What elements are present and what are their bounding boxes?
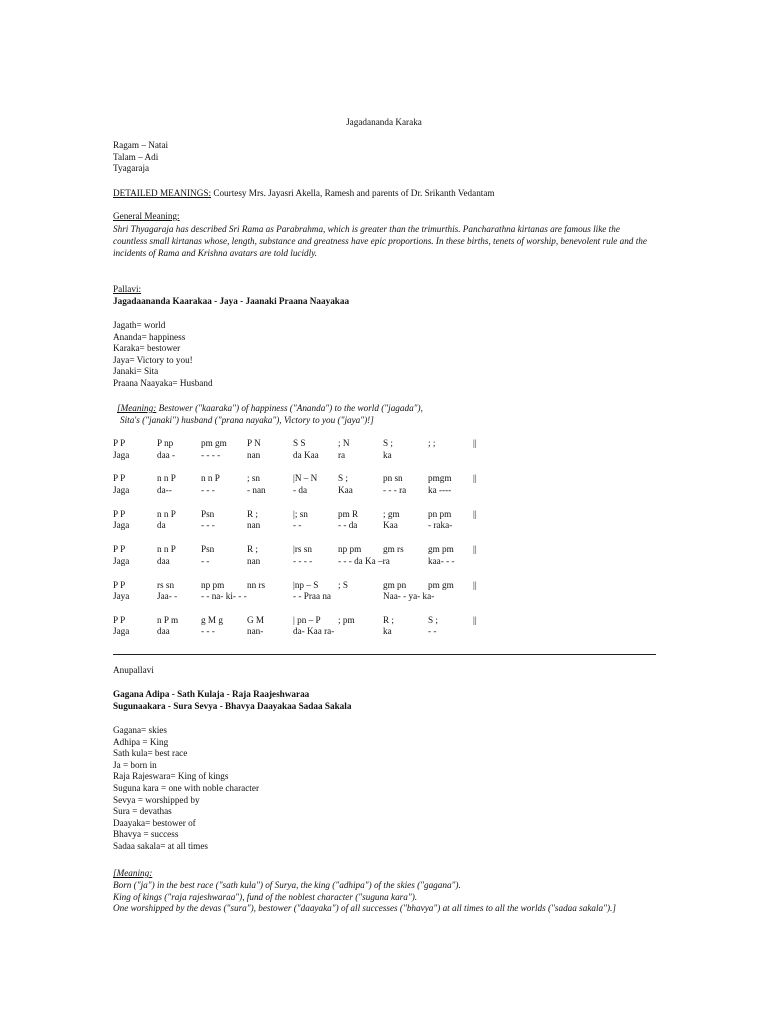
glossary-item: Sura = devathas bbox=[113, 806, 172, 817]
sahitya-cell: - - bbox=[428, 626, 437, 637]
general-meaning-heading bbox=[113, 211, 180, 223]
talam-line: Talam – Adi bbox=[113, 151, 159, 162]
swara-cell: P np bbox=[157, 438, 174, 448]
swara-cell: rs sn bbox=[157, 579, 175, 590]
sahitya-cell: Jaa- - bbox=[157, 591, 178, 602]
sahitya-cell: - - na- ki- - - bbox=[201, 591, 247, 602]
sahitya-cell: da bbox=[157, 520, 166, 531]
swara-cell: gm pm bbox=[428, 544, 454, 555]
meaning-line: Sita's ("janaki") husband ("prana nayaka"), Victory to you ("jaya")!] bbox=[120, 414, 374, 425]
sahitya-cell: ka bbox=[383, 449, 392, 460]
glossary-item: Adhipa = King bbox=[113, 736, 169, 747]
meaning-line: Born ("ja") in the best race ("sath kula") of Surya, the king ("adhipa") of the skies ("gagana"). bbox=[113, 879, 461, 890]
document-title: Jagadananda Karaka bbox=[346, 117, 422, 127]
swara-cell: |np – S bbox=[293, 579, 319, 590]
swara-cell: ; ; bbox=[428, 438, 436, 448]
swara-row bbox=[113, 438, 673, 450]
swara-cell: S ; bbox=[338, 473, 348, 484]
swara-cell: n P m bbox=[157, 614, 179, 625]
sahitya-cell: Kaa bbox=[338, 484, 353, 495]
notation-group bbox=[113, 473, 673, 496]
general-meaning-label: General Meaning: bbox=[113, 211, 180, 221]
swara-cell: n n P bbox=[157, 473, 176, 484]
glossary-item: Ananda= happiness bbox=[113, 331, 186, 342]
swara-cell: Psn bbox=[201, 508, 215, 519]
swara-cell: S ; bbox=[383, 438, 393, 448]
sahitya-cell: - - - - bbox=[293, 555, 313, 566]
sahitya-cell: - - - bbox=[201, 626, 215, 637]
anupallavi-meaning bbox=[113, 868, 656, 915]
notation-group bbox=[113, 544, 673, 567]
detailed-meanings-label: DETAILED MEANINGS: bbox=[113, 188, 212, 198]
glossary-item: Ja = born in bbox=[113, 759, 157, 770]
composer-line: Tyagaraja bbox=[113, 163, 150, 174]
sahitya-cell: ra bbox=[338, 449, 346, 460]
sahitya-cell: - - - bbox=[201, 484, 215, 495]
meaning-label: [Meaning: bbox=[117, 403, 157, 413]
sahitya-row bbox=[113, 556, 673, 568]
detailed-meanings-credit: Courtesy Mrs. Jayasri Akella, Ramesh and parents of Dr. Srikanth Vedantam bbox=[211, 188, 495, 198]
swara-cell: P P bbox=[113, 473, 126, 484]
swara-cell: pmgm bbox=[428, 473, 452, 484]
pallavi-meaning bbox=[117, 403, 423, 426]
sahitya-cell: - da bbox=[293, 484, 308, 495]
swara-cell: Psn bbox=[201, 544, 215, 555]
swara-cell: n n P bbox=[157, 544, 176, 555]
meaning-line: Bestower ("kaaraka") of happiness ("Ananda") to the world ("jagada"), bbox=[156, 403, 423, 413]
sahitya-cell: daa bbox=[157, 626, 170, 637]
swara-cell: G M bbox=[247, 614, 265, 625]
raga-info bbox=[113, 140, 168, 175]
swara-cell: g M g bbox=[201, 614, 223, 625]
swara-cell: || bbox=[473, 579, 477, 590]
swara-cell: gm rs bbox=[383, 544, 404, 555]
glossary-item: Suguna kara = one with noble character bbox=[113, 782, 259, 793]
sahitya-cell: nan bbox=[247, 520, 261, 531]
ragam-line: Ragam – Natai bbox=[113, 140, 169, 150]
swara-row bbox=[113, 615, 673, 627]
anupallavi-lyric-line: Sugunaakara - Sura Sevya - Bhavya Daayakaa Sadaa Sakala bbox=[113, 700, 352, 711]
anupallavi-lyrics bbox=[113, 689, 351, 712]
notation-group bbox=[113, 509, 673, 532]
anupallavi-lyric-line: Gagana Adipa - Sath Kulaja - Raja Raajeshwaraa bbox=[113, 689, 310, 699]
glossary-item: Sath kula= best race bbox=[113, 748, 188, 759]
glossary-item: Raja Rajeswara= King of kings bbox=[113, 771, 229, 782]
swara-cell: pm gm bbox=[201, 438, 227, 448]
swara-cell: R ; bbox=[247, 508, 258, 519]
glossary-item: Sadaa sakala= at all times bbox=[113, 840, 208, 851]
swara-cell: || bbox=[473, 544, 477, 555]
swara-cell: ; sn bbox=[247, 473, 261, 484]
sahitya-cell: nan bbox=[247, 449, 261, 460]
swara-cell: P P bbox=[113, 614, 126, 625]
sahitya-cell: - - da bbox=[338, 520, 358, 531]
sahitya-cell: Kaa bbox=[383, 520, 398, 531]
swara-cell: n n P bbox=[201, 473, 220, 484]
sahitya-row bbox=[113, 591, 673, 603]
meaning-line: One worshipped by the devas ("sura"), bestower ("daayaka") of all successes ("bhavya") at all times to all the worlds ("sadaa sakala").] bbox=[113, 903, 616, 914]
sahitya-row bbox=[113, 450, 673, 462]
anupallavi-heading bbox=[113, 665, 154, 677]
sahitya-cell: ka bbox=[383, 626, 392, 637]
sahitya-cell: da Kaa bbox=[293, 449, 319, 460]
glossary-item: Jagath= world bbox=[113, 320, 166, 330]
swara-cell: || bbox=[473, 614, 477, 625]
swara-row bbox=[113, 509, 673, 521]
swara-cell: n n P bbox=[157, 508, 176, 519]
sahitya-cell: - - Praa na bbox=[293, 591, 332, 602]
sahitya-cell: - - bbox=[201, 555, 210, 566]
glossary-item: Jaya= Victory to you! bbox=[113, 354, 193, 365]
glossary-item: Praana Naayaka= Husband bbox=[113, 377, 213, 388]
swara-cell: P P bbox=[113, 544, 126, 555]
swara-cell: || bbox=[473, 438, 477, 448]
swara-cell: P P bbox=[113, 508, 126, 519]
swara-cell: np pm bbox=[338, 544, 362, 555]
sahitya-cell: - - - da Ka –ra bbox=[338, 555, 390, 566]
general-meaning-text: Shri Thyagaraja has described Sri Rama as Parabrahma, which is greater than the trimurthis. Pancharathna kirtanas are famous like the countless small kirtanas whose, length, substance and greatness have epic proportions. In these births, tenets of worship, benevolent rule and the incidents of Rama and Krishna avatars are told lucidly. bbox=[113, 224, 647, 259]
sahitya-cell: Jaga bbox=[113, 520, 130, 531]
sahitya-cell: kaa- - - bbox=[428, 555, 455, 566]
swara-cell: | pn – P bbox=[293, 614, 321, 625]
notation-group bbox=[113, 438, 673, 461]
swara-cell: R ; bbox=[247, 544, 258, 555]
swara-cell: gm pn bbox=[383, 579, 407, 590]
swara-row bbox=[113, 580, 673, 592]
pallavi-heading bbox=[113, 284, 349, 307]
glossary-item: Karaka= bestower bbox=[113, 343, 181, 354]
sahitya-cell: nan bbox=[247, 555, 261, 566]
swara-cell: P P bbox=[113, 579, 126, 590]
swara-cell: ; S bbox=[338, 579, 348, 590]
sahitya-cell: nan- bbox=[247, 626, 264, 637]
swara-cell: ; N bbox=[338, 438, 350, 448]
sahitya-cell: - - - - bbox=[201, 449, 221, 460]
swara-cell: || bbox=[473, 508, 477, 519]
sahitya-row bbox=[113, 520, 673, 532]
swara-cell: pm gm bbox=[428, 579, 454, 590]
sahitya-cell: da- Kaa ra- bbox=[293, 626, 335, 637]
swara-cell: P P bbox=[113, 438, 126, 448]
sahitya-row bbox=[113, 485, 673, 497]
swara-cell: S ; bbox=[428, 614, 438, 625]
swara-cell: ; pm bbox=[338, 614, 355, 625]
sahitya-cell: ka ---- bbox=[428, 484, 452, 495]
detailed-meanings-line bbox=[113, 188, 495, 200]
sahitya-cell: Jaya bbox=[113, 591, 130, 602]
sahitya-cell: daa bbox=[157, 555, 170, 566]
sahitya-cell: Jaga bbox=[113, 449, 130, 460]
meaning-label: [Meaning: bbox=[113, 868, 153, 878]
notation-group bbox=[113, 580, 673, 603]
pallavi-label: Pallavi: bbox=[113, 284, 142, 294]
swara-cell: R ; bbox=[383, 614, 394, 625]
sahitya-cell: Jaga bbox=[113, 484, 130, 495]
sahitya-cell: da-- bbox=[157, 484, 172, 495]
sahitya-cell: Jaga bbox=[113, 626, 130, 637]
swara-cell: nn rs bbox=[247, 579, 266, 590]
swara-cell: |N – N bbox=[293, 473, 318, 484]
glossary-item: Janaki= Sita bbox=[113, 366, 159, 377]
sahitya-cell: Naa- - ya- ka- bbox=[383, 591, 435, 602]
glossary-item: Gagana= skies bbox=[113, 725, 167, 735]
anupallavi-label: Anupallavi bbox=[113, 665, 154, 675]
swara-cell: np pm bbox=[201, 579, 225, 590]
sahitya-cell: - raka- bbox=[428, 520, 453, 531]
sahitya-cell: - - - ra bbox=[383, 484, 407, 495]
swara-cell: S S bbox=[293, 438, 306, 448]
swara-row bbox=[113, 473, 673, 485]
section-divider bbox=[113, 654, 656, 655]
swara-cell: pn pm bbox=[428, 508, 452, 519]
swara-cell: P N bbox=[247, 438, 261, 448]
glossary-item: Sevya = worshipped by bbox=[113, 794, 200, 805]
sahitya-row bbox=[113, 626, 673, 638]
swara-notation-table bbox=[113, 438, 673, 650]
glossary-item: Bhavya = success bbox=[113, 829, 179, 840]
glossary-item: Daayaka= bestower of bbox=[113, 817, 196, 828]
pallavi-glossary bbox=[113, 320, 213, 390]
swara-row bbox=[113, 544, 673, 556]
swara-cell: pn sn bbox=[383, 473, 403, 484]
swara-cell: pm R bbox=[338, 508, 359, 519]
pallavi-lyric: Jagadaananda Kaarakaa - Jaya - Jaanaki Praana Naayakaa bbox=[113, 295, 350, 306]
swara-cell: |rs sn bbox=[293, 544, 312, 555]
sahitya-cell: - - - bbox=[201, 520, 215, 531]
swara-cell: || bbox=[473, 473, 477, 484]
sahitya-cell: daa - bbox=[157, 449, 176, 460]
swara-cell: |; sn bbox=[293, 508, 308, 519]
anupallavi-glossary bbox=[113, 725, 259, 853]
sahitya-cell: Jaga bbox=[113, 555, 130, 566]
swara-cell: ; gm bbox=[383, 508, 400, 519]
sahitya-cell: - - bbox=[293, 520, 302, 531]
notation-group bbox=[113, 615, 673, 638]
meaning-line: King of kings ("raja rajeshwaraa"), fund of the noblest character ("suguna kara"). bbox=[113, 891, 418, 902]
sahitya-cell: - nan bbox=[247, 484, 266, 495]
